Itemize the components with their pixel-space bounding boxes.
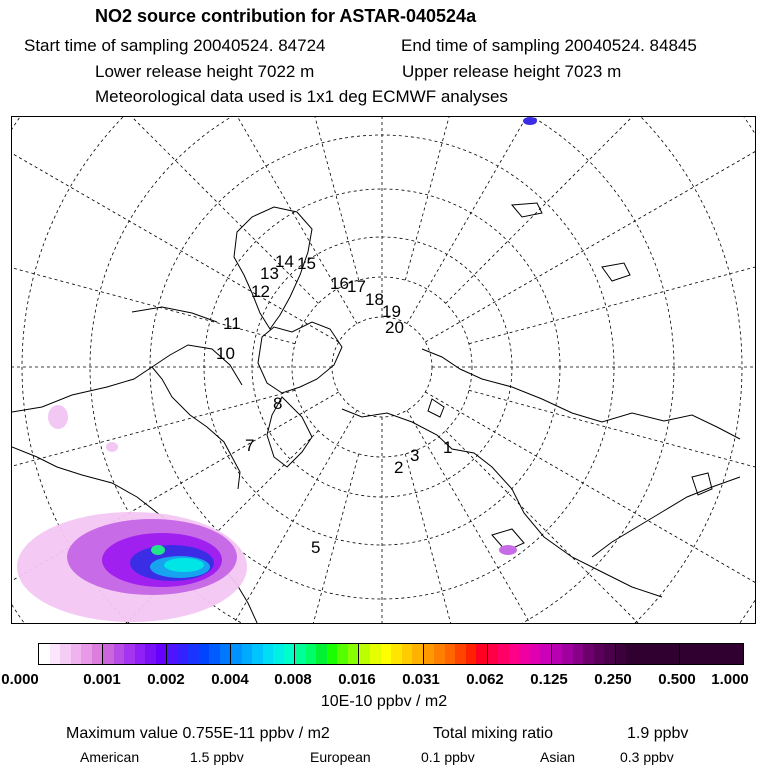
color-scale-bin <box>50 644 61 664</box>
color-scale-bin <box>402 644 413 664</box>
color-scale-segment <box>552 644 616 664</box>
color-scale-bin <box>295 644 306 664</box>
color-scale-bin <box>455 644 466 664</box>
color-scale-bin <box>658 644 669 664</box>
meridian-line <box>446 117 756 303</box>
meridian-line <box>469 134 756 344</box>
color-scale-bin <box>135 644 146 664</box>
trajectory-label: 2 <box>394 458 404 477</box>
color-scale-bin <box>498 644 509 664</box>
color-scale-bin <box>145 644 156 664</box>
color-scale-bin <box>242 644 253 664</box>
plume-blob <box>523 117 537 125</box>
color-scale-bin <box>252 644 263 664</box>
meridian-line <box>149 117 359 280</box>
meridian-line <box>469 390 756 600</box>
color-scale-bin <box>348 644 359 664</box>
color-scale-bin <box>188 644 199 664</box>
start-time-text: Start time of sampling 20040524. 84724 <box>24 36 326 55</box>
color-scale-bin <box>359 644 370 664</box>
color-scale-bin <box>81 644 92 664</box>
trajectory-label: 1 <box>443 438 453 457</box>
color-scale-bin <box>562 644 573 664</box>
meridian-line <box>12 134 295 344</box>
color-scale-bin <box>103 644 114 664</box>
color-scale-bin <box>690 644 701 664</box>
color-scale-bin <box>337 644 348 664</box>
no2-plume <box>17 117 537 622</box>
meridian-line <box>405 454 615 624</box>
color-scale-bin <box>488 644 499 664</box>
trajectory-label: 11 <box>223 314 241 333</box>
color-scale-segment <box>424 644 488 664</box>
meridian-line <box>407 410 756 624</box>
color-scale-bin <box>668 644 679 664</box>
color-scale-bin <box>583 644 594 664</box>
max-value-text: Maximum value 0.755E-11 ppbv / m2 <box>66 725 330 742</box>
plume-layer <box>164 558 204 572</box>
color-scale-bin <box>530 644 541 664</box>
color-scale-bin <box>466 644 477 664</box>
trajectory-label: 14 <box>275 252 294 271</box>
color-scale-segment <box>39 644 103 664</box>
scale-tick: 1.000 <box>711 671 749 688</box>
trajectory-label: 8 <box>273 394 283 413</box>
color-scale-bin <box>71 644 82 664</box>
scale-tick: 0.001 <box>83 671 121 688</box>
color-scale-segment <box>231 644 295 664</box>
trajectory-label: 18 <box>365 290 384 309</box>
color-scale-bin <box>616 644 627 664</box>
color-scale-bin <box>231 644 242 664</box>
meridian-line <box>446 431 756 624</box>
color-scale-segment <box>488 644 552 664</box>
color-scale-bin <box>156 644 167 664</box>
coastline-siberia <box>422 349 740 439</box>
color-scale-bin <box>434 644 445 664</box>
map-panel <box>11 116 756 624</box>
color-scale-bin <box>39 644 50 664</box>
scale-tick: 0.250 <box>594 671 632 688</box>
trajectory-label: 19 <box>382 302 401 321</box>
meridian-line <box>425 117 756 342</box>
trajectory-label: 3 <box>410 446 420 465</box>
color-scale-bin <box>647 644 658 664</box>
color-scale-bin <box>594 644 605 664</box>
color-scale-segment <box>680 644 743 664</box>
color-scale-bin <box>316 644 327 664</box>
color-scale-bin <box>391 644 402 664</box>
color-scale-bin <box>114 644 125 664</box>
plume-blob <box>499 545 517 555</box>
scale-tick: 0.008 <box>274 671 312 688</box>
total-mixing-value: 1.9 ppbv <box>627 725 689 742</box>
american-value: 1.5 ppbv <box>190 749 244 765</box>
color-scale-bin <box>573 644 584 664</box>
latitude-circle <box>332 317 432 417</box>
color-scale-bin <box>370 644 381 664</box>
color-scale-bin <box>476 644 487 664</box>
asian-label: Asian <box>540 749 576 765</box>
american-label: American <box>80 749 140 765</box>
color-scale-bin <box>327 644 338 664</box>
scale-tick: 0.004 <box>211 671 249 688</box>
color-scale-bin <box>381 644 392 664</box>
color-scale-bin <box>199 644 210 664</box>
asian-value: 0.3 ppbv <box>620 749 674 765</box>
color-scale-bin <box>209 644 220 664</box>
color-scale-bar <box>38 643 744 665</box>
color-scale-bin <box>711 644 722 664</box>
color-scale-bin <box>519 644 530 664</box>
trajectory-label: 12 <box>251 282 270 301</box>
color-scale-bin <box>412 644 423 664</box>
color-scale-bin <box>92 644 103 664</box>
color-scale-bin <box>733 644 744 664</box>
scale-unit: 10E-10 ppbv / m2 <box>320 693 448 710</box>
scale-tick: 0.031 <box>402 671 440 688</box>
meridian-line <box>425 392 756 624</box>
scale-tick: 0.125 <box>530 671 568 688</box>
color-scale-bin <box>306 644 317 664</box>
scale-tick: 0.002 <box>147 671 185 688</box>
color-scale-segment <box>616 644 680 664</box>
color-scale-bin <box>167 644 178 664</box>
color-scale-bin <box>60 644 71 664</box>
met-data-text: Meteorological data used is 1x1 deg ECMWF analyses <box>95 87 508 106</box>
total-mixing-label: Total mixing ratio <box>433 725 554 742</box>
plume-core <box>151 545 165 555</box>
coastline-europe <box>258 322 342 393</box>
color-scale-bin <box>604 644 615 664</box>
color-scale-bin <box>424 644 435 664</box>
trajectory-label: 10 <box>216 344 235 363</box>
color-scale-segment <box>103 644 167 664</box>
scale-tick: 0.016 <box>338 671 376 688</box>
lower-height-text: Lower release height 7022 m <box>95 62 315 81</box>
polar-map <box>12 117 756 624</box>
plume-blob <box>106 442 118 452</box>
color-scale-segment <box>167 644 231 664</box>
scale-tick: 0.500 <box>658 671 696 688</box>
trajectory-label: 17 <box>347 277 366 296</box>
color-scale-bin <box>722 644 733 664</box>
upper-height-text: Upper release height 7023 m <box>402 62 622 81</box>
trajectory-label: 7 <box>245 436 255 455</box>
color-scale-bin <box>263 644 274 664</box>
scale-tick: 0.000 <box>1 671 39 688</box>
color-scale-segment <box>295 644 359 664</box>
color-scale-bin <box>680 644 691 664</box>
trajectory-labels <box>216 252 452 557</box>
color-scale-bin <box>509 644 520 664</box>
color-scale-bin <box>124 644 135 664</box>
color-scale-bin <box>626 644 637 664</box>
color-scale-bin <box>701 644 712 664</box>
trajectory-label: 13 <box>260 264 279 283</box>
color-scale-bin <box>552 644 563 664</box>
trajectory-label: 15 <box>297 254 316 273</box>
european-value: 0.1 ppbv <box>421 749 475 765</box>
meridian-line <box>12 117 339 342</box>
trajectory-label: 20 <box>385 318 404 337</box>
european-label: European <box>310 749 371 765</box>
color-scale-bin <box>178 644 189 664</box>
plume-blob <box>48 405 68 429</box>
trajectory-label: 5 <box>311 538 321 557</box>
trajectory-label: 16 <box>330 274 349 293</box>
end-time-text: End time of sampling 20040524. 84845 <box>401 36 697 55</box>
chart-title: NO2 source contribution for ASTAR-040524a <box>95 6 477 26</box>
color-scale-bin <box>220 644 231 664</box>
color-scale-bin <box>445 644 456 664</box>
color-scale-bin <box>540 644 551 664</box>
color-scale-bin <box>273 644 284 664</box>
color-scale-bin <box>284 644 295 664</box>
color-scale-segment <box>359 644 423 664</box>
color-scale-bin <box>637 644 648 664</box>
scale-tick: 0.062 <box>466 671 504 688</box>
